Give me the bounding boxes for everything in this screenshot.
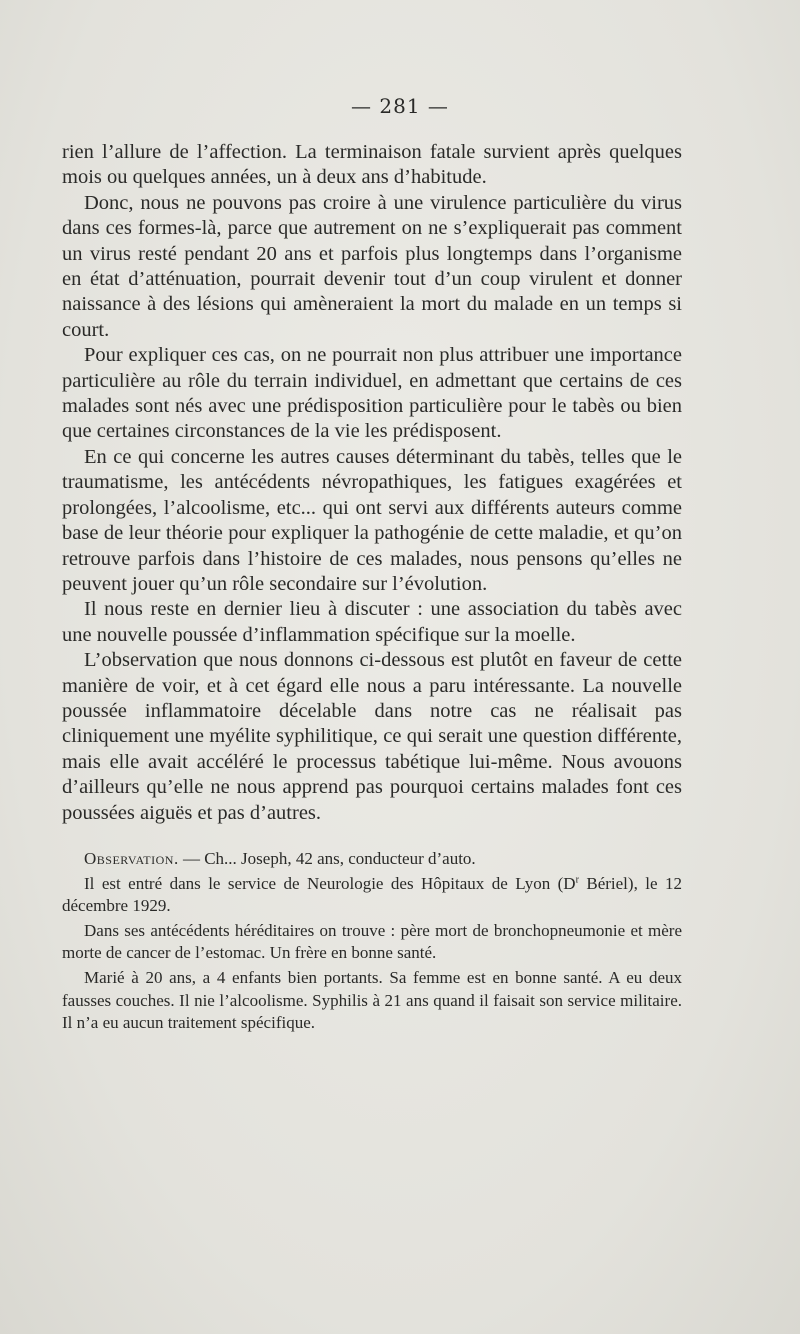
observation-section (62, 848, 682, 1035)
observation-family: Marié à 20 ans, a 4 enfants bien portants. Sa femme est en bonne santé. A eu deux fausses couches. Il nie l’alcoolisme. Syphilis à 21 ans quand il faisait son service militaire. Il n’a eu aucun traitement spécifique. (62, 967, 682, 1033)
observation-label: Observation. (84, 848, 179, 868)
observation-heading (62, 848, 682, 871)
observation-entry (62, 873, 682, 918)
paragraph: Il nous reste en dernier lieu à discuter : une association du tabès avec une nouvelle poussée d’inflammation spécifique sur la moelle. (62, 598, 682, 646)
paragraph: En ce qui concerne les autres causes déterminant du tabès, telles que le traumatisme, les antécédents névropathiques, les fatigues exagérées et prolongées, l’alcoolisme, etc... qui ont servi aux différents auteurs comme base de leur théorie pour expliquer la pathogénie de cette maladie, et qu’on retrouve parfois dans l’histoire de ces malades, nous pensons qu’elles ne peuvent jouer qu’un rôle secondaire sur l’évolution. (62, 445, 682, 595)
paragraph: Donc, nous ne pouvons pas croire à une virulence particulière du virus dans ces formes-là, parce que autrement on ne s’expliquerait pas comment un virus resté pendant 20 ans et parfois plus longtemps dans l’organisme en état d’atténuation, pourrait devenir tout d’un coup virulent et donner naissance à des lésions qui amèneraient la mort du malade en un temps si court. (62, 191, 682, 341)
entry-text-b: Bériel), le 12 décembre 1929. (62, 873, 682, 916)
page-number: — 281 — (351, 94, 449, 118)
paragraph: rien l’allure de l’affection. La terminaison fatale survient après quelques mois ou quelques années, un à deux ans d’habitude. (62, 141, 682, 189)
observation-antecedents: Dans ses antécédents héréditaires on trouve : père mort de bronchopneumonie et mère morte de cancer de l’estomac. Un frère en bonne santé. (62, 920, 682, 963)
paragraph: Pour expliquer ces cas, on ne pourrait non plus attribuer une importance particulière au rôle du terrain individuel, en admettant que certains de ces malades sont nés avec une prédisposition particulière pour le tabès ou bien que certaines circonstances de la vie les prédisposent. (62, 344, 682, 443)
paragraph: L’observation que nous donnons ci-dessous est plutôt en faveur de cette manière de voir, et à cet égard elle nous a paru intéressante. La nouvelle poussée inflammatoire décelable dans notre cas ne réalisait pas cliniquement une myélite syphilitique, ce qui serait une question différente, mais elle avait accéléré le processus tabétique lui-même. Nous avouons d’ailleurs qu’elle ne nous apprend pas pourquoi certains malades font ces poussées aiguës et pas d’autres. (62, 649, 682, 824)
entry-text-a: Il est entré dans le service de Neurologie des Hôpitaux de Lyon (D (84, 873, 576, 893)
observation-heading-text: — Ch... Joseph, 42 ans, conducteur d’auto. (178, 848, 476, 868)
body-text (62, 140, 682, 1035)
entry-superscript: r (575, 873, 579, 885)
